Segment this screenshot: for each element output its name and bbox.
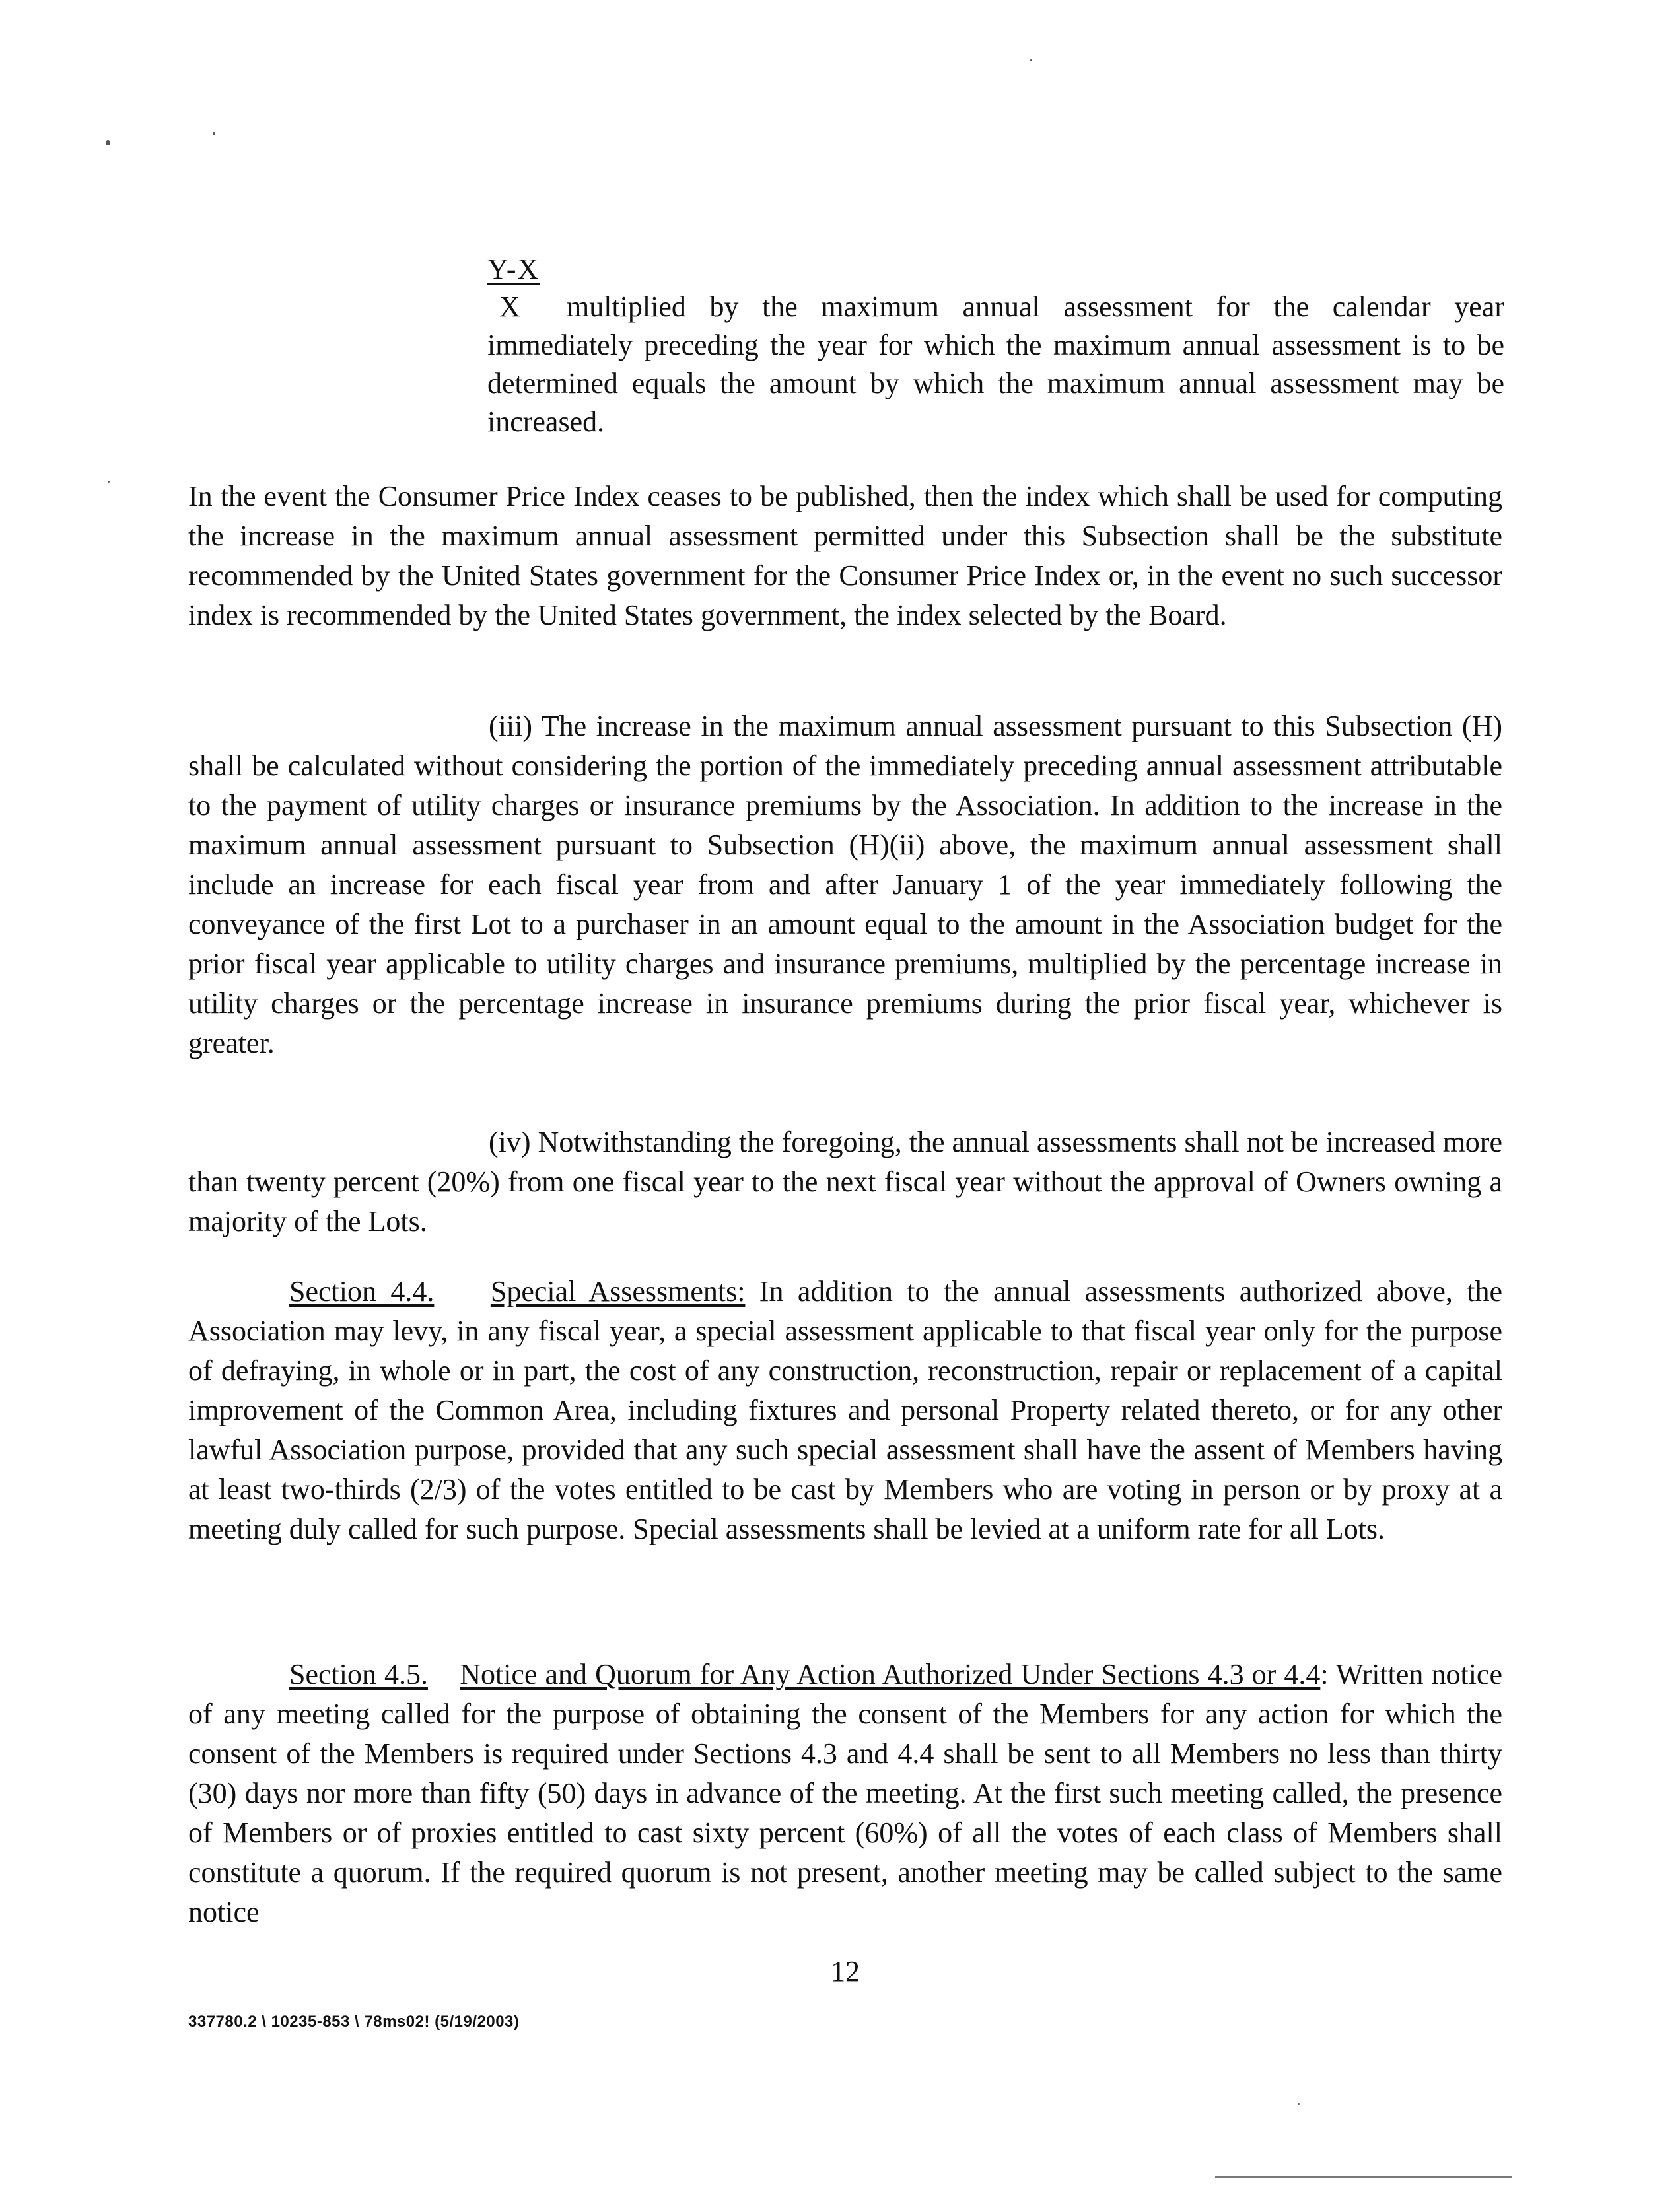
formula-denominator: X (499, 291, 520, 323)
bottom-rule (1215, 2176, 1512, 2178)
cpi-substitute-paragraph: In the event the Consumer Price Index ceases to be published, then the index which shall be used for computing the increase in the maximum annual assessment permitted under this Subsection shall be the substitute recommended by the United States government for the Consumer Price Index or, in the event no such successor index is recommended by the United States government, the index selected by the Board. (188, 480, 1502, 631)
scan-speck (108, 481, 110, 483)
scan-speck (213, 132, 215, 135)
section-4-4-heading: Special Assessments: (490, 1275, 746, 1307)
formula-numerator: Y-X (487, 253, 540, 285)
document-id: 337780.2 \ 10235-853 \ 78ms02! (5/19/2003) (188, 2013, 520, 2031)
subsection-iii-paragraph: (iii) The increase in the maximum annual assessment pursuant to this Subsection (H) shall be calculated without considering the portion of the immediately preceding annual assessment attributable to the payment of utility charges or insurance premiums by the Association. In addition to the increase in the maximum annual assessment pursuant to Subsection (H)(ii) above, the maximum annual assessment shall include an increase for each fiscal year from and after January 1 of the year immediately following the conveyance of the first Lot to a purchaser in an amount equal to the amount in the Association budget for the prior fiscal year applicable to utility charges and insurance premiums, multiplied by the percentage increase in utility charges or the percentage increase in insurance premiums during the prior fiscal year, whichever is greater. (188, 710, 1502, 1059)
section-4-4-body: In addition to the annual assessments authorized above, the Association may levy, in any fiscal year, a special assessment applicable to that fiscal year only for the purpose of defraying, in whole or in part, the cost of any construction, reconstruction, repair or replacement of a capital improvement of the Common Area, including fixtures and personal Property related thereto, or for any other lawful Association purpose, provided that any such special assessment shall have the assent of Members having at least two-thirds (2/3) of the votes entitled to be cast by Members who are voting in person or by proxy at a meeting duly called for such purpose. Special assessments shall be levied at a uniform rate for all Lots. (188, 1275, 1503, 1545)
scan-speck (1030, 59, 1032, 61)
section-4-5-colon: : (1320, 1658, 1329, 1690)
subsection-iv-paragraph: (iv) Notwithstanding the foregoing, the annual assessments shall not be increased more than twenty percent (20%) from one fiscal year to the next fiscal year without the approval of Owners owning a majority of the Lots. (188, 1126, 1502, 1237)
section-4-4-paragraph (188, 1272, 1502, 1549)
section-4-5-number: Section 4.5. (289, 1658, 429, 1690)
scan-speck (1298, 2103, 1300, 2105)
formula-text (487, 288, 1504, 441)
formula-description: multiplied by the maximum annual assessment for the calendar year immediately preceding the year for which the maximum annual assessment is to be determined equals the amount by which the maximum annual assessment may be increased. (487, 291, 1504, 438)
section-4-5-body: Written notice of any meeting called for the purpose of obtaining the consent of the Members for any action for which the consent of the Members is required under Sections 4.3 and 4.4 shall be sent to all Members no less than thirty (30) days nor more than fifty (50) days in advance of the meeting. At the first such meeting called, the presence of Members or of proxies entitled to cast sixty percent (60%) of all the votes of each class of Members shall constitute a quorum. If the required quorum is not present, another meeting may be called subject to the same notice (188, 1658, 1502, 1928)
section-4-4-number: Section 4.4. (289, 1275, 435, 1307)
cpi-formula (487, 251, 1504, 441)
scan-speck (106, 140, 110, 145)
page-number: 12 (831, 1955, 860, 1988)
section-4-5-paragraph (188, 1655, 1502, 1932)
section-4-5-heading: Notice and Quorum for Any Action Authorized Under Sections 4.3 or 4.4 (460, 1658, 1321, 1690)
